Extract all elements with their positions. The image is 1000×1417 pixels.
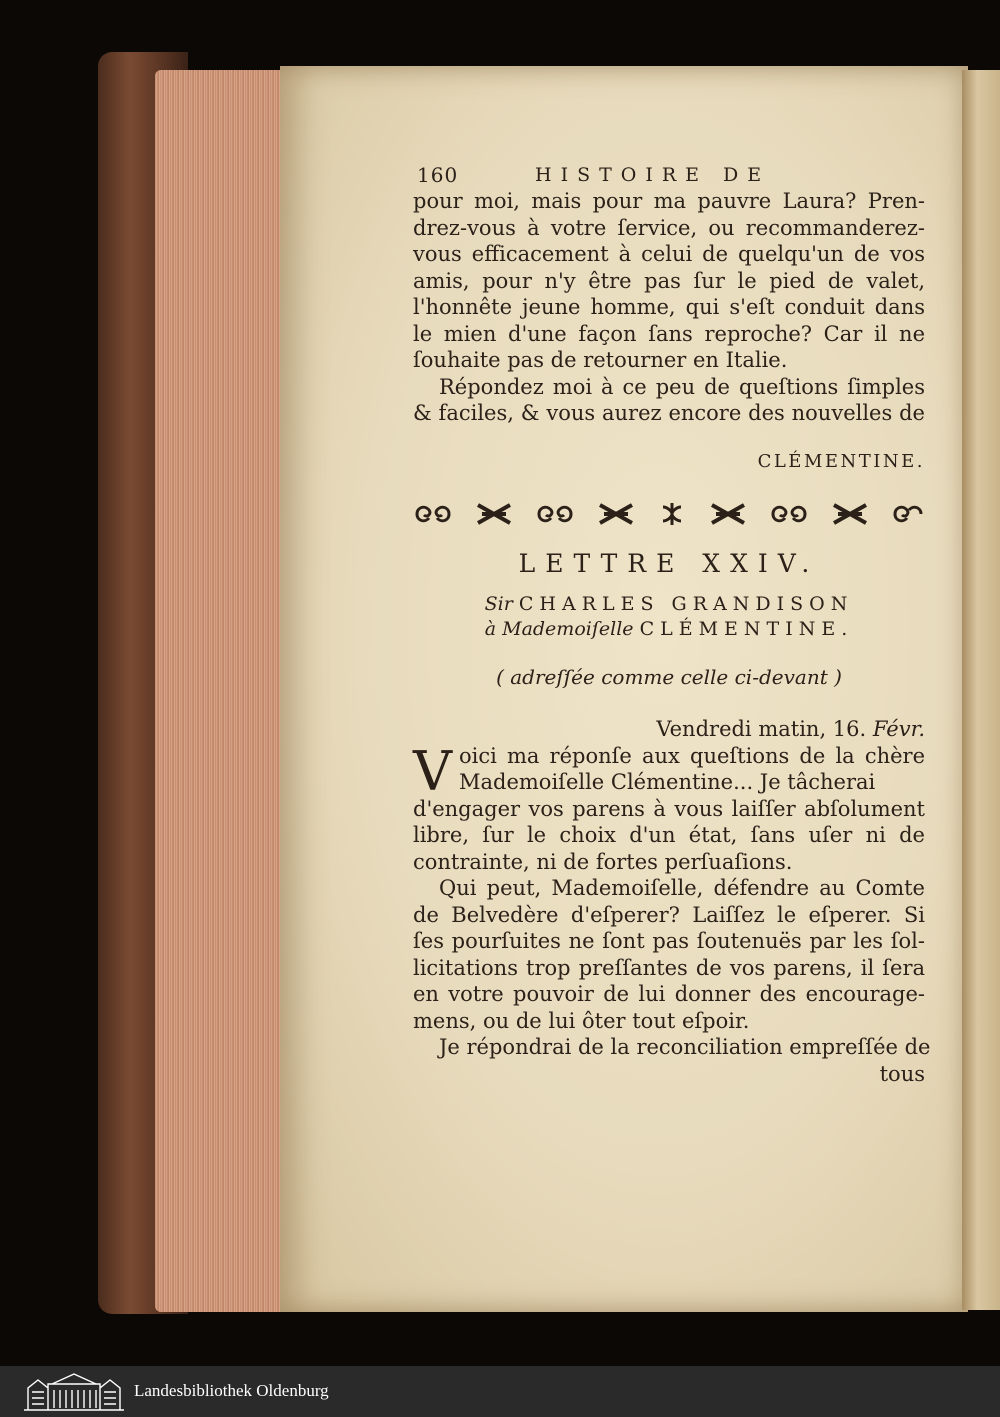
text-line: Mademoiſelle Clémentine... Je tâcherai xyxy=(459,770,876,794)
text-line: l'honnête jeune homme, qui s'eſt conduit dans xyxy=(413,295,925,319)
library-name: Landesbibliothek Oldenburg xyxy=(134,1381,329,1400)
sender-name: CHARLES GRANDISON xyxy=(518,592,854,615)
library-footer xyxy=(0,1366,1000,1417)
text-line: pour moi, mais pour ma pauvre Laura? Pren- xyxy=(413,189,925,213)
page-number: 160 xyxy=(417,163,459,187)
next-page-edge xyxy=(962,70,1000,1310)
ornament-band xyxy=(413,499,925,529)
address-note: ( adreſſée comme celle ci-devant ) xyxy=(496,664,842,689)
letter-title: LETTRE XXIV. xyxy=(518,549,820,578)
recipient-name: CLÉMENTINE. xyxy=(639,617,854,640)
cross-ornament-icon xyxy=(708,501,748,527)
date-text: Vendredi matin, 16. xyxy=(656,717,867,741)
text-line: & faciles, & vous aurez encore des nouvelles de xyxy=(413,401,925,425)
addressee-prefix: Sir xyxy=(484,592,513,615)
text-line: licitations trop preſſantes de vos parens, il ſera xyxy=(413,955,925,980)
text-line: Répondez moi à ce peu de queſtions ſimples xyxy=(439,374,925,399)
date-month: Févr. xyxy=(872,717,925,741)
paragraph-reconciliation xyxy=(413,1034,931,1061)
text-line: Je répondrai de la reconciliation empreſſée de xyxy=(439,1035,931,1059)
text-line: d'engager vos parens à vous laiſſer abſolument xyxy=(413,796,925,821)
text-line: oici ma réponſe aux queſtions de la chère xyxy=(459,743,925,768)
text-line: vous efficacement à celui de quelqu'un de vos xyxy=(413,242,925,266)
text-line: mens, ou de lui ôter tout eſpoir. xyxy=(413,1008,750,1033)
recipient-prefix: à Mademoiſelle xyxy=(484,617,634,640)
page-text xyxy=(413,158,931,1087)
cross-ornament-icon xyxy=(596,501,636,527)
text-line: en votre pouvoir de lui donner des encourage- xyxy=(413,982,925,1006)
scroll-ornament-icon xyxy=(413,501,453,527)
scroll-ornament-icon xyxy=(535,501,575,527)
text-line: contrainte, ni de fortes perſuaſions. xyxy=(413,849,793,874)
scroll-ornament-icon xyxy=(891,501,925,527)
text-line: amis, pour n'y être pas ſur le pied de valet, xyxy=(413,268,925,293)
running-title: HISTOIRE DE xyxy=(535,164,771,186)
text-line: libre, ſur le choix d'un état, ſans uſer ni de xyxy=(413,823,925,847)
page-edges xyxy=(155,70,285,1312)
text-line: le mien d'une façon ſans reproche? Car il ne xyxy=(413,321,925,346)
text-line: ſouhaite pas de retourner en Italie. xyxy=(413,348,788,372)
drop-cap: V xyxy=(413,739,452,803)
addressee xyxy=(413,592,925,642)
running-head xyxy=(413,158,925,188)
text-line: de Belvedère d'eſperer? Laiſſez le eſperer. Si xyxy=(413,902,925,927)
catchword: tous xyxy=(879,1061,925,1086)
paragraph-questions xyxy=(413,374,925,427)
paragraph-belvedere xyxy=(413,875,925,1034)
cross-ornament-icon xyxy=(830,501,870,527)
dateline xyxy=(413,716,925,743)
fleuron-ornament-icon xyxy=(657,501,687,527)
paragraph-continued xyxy=(413,188,925,374)
scroll-ornament-icon xyxy=(769,501,809,527)
text-line: Qui peut, Mademoiſelle, défendre au Comte xyxy=(439,876,925,900)
paragraph-reply xyxy=(413,739,925,876)
cross-ornament-icon xyxy=(474,501,514,527)
library-building-icon xyxy=(22,1370,126,1412)
text-line: drez-vous à votre ſervice, ou recommanderez- xyxy=(413,215,925,240)
text-line: ſes pourſuites ne ſont pas ſoutenuës par les ſol- xyxy=(413,929,925,953)
signature: CLÉMENTINE. xyxy=(757,450,925,472)
